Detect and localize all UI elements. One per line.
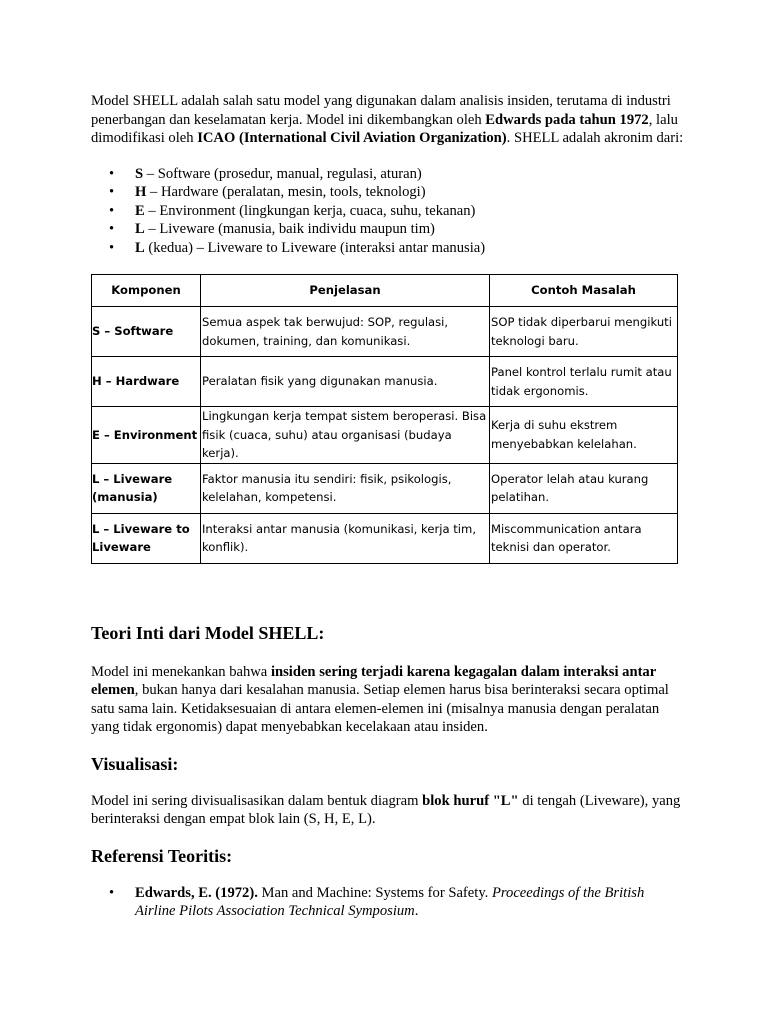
heading-visualisasi: Visualisasi: [91,753,179,774]
acronym-letter: E [135,202,145,219]
header-penjelasan: Penjelasan [201,275,490,307]
visualisasi-text-1: Model ini sering divisualisasikan dalam bentuk diagram [91,792,423,809]
header-contoh-masalah: Contoh Masalah [490,275,678,307]
teori-paragraph [91,663,686,737]
acronym-item [135,183,686,202]
table-row [92,357,678,407]
table-row [92,407,678,464]
cell-komponen: S – Software [92,307,201,357]
table-row [92,307,678,357]
cell-komponen: E – Environment [92,407,201,464]
acronym-item [135,202,686,221]
acronym-letter: H [135,184,147,200]
cell-komponen: H – Hardware [92,357,201,407]
cell-contoh: Kerja di suhu ekstrem menyebabkan kelelahan. [490,407,678,464]
acronym-text: – Software (prosedur, manual, regulasi, aturan) [143,165,422,182]
acronym-text: (kedua) – Liveware to Liveware (interaksi antar manusia) [144,239,486,256]
heading-teori: Teori Inti dari Model SHELL: [91,622,325,643]
teori-bold: insiden sering terjadi karena kegagalan dalam interaksi antar elemen [91,663,656,698]
acronym-text: – Environment (lingkungan kerja, cuaca, suhu, tekanan) [144,202,476,219]
acronym-letter: L [135,221,145,237]
reference-item [135,884,686,921]
cell-komponen: L – Liveware to Liveware [92,513,201,563]
acronym-text: – Liveware (manusia, baik individu maupun tim) [144,221,435,237]
acronym-item [135,220,686,239]
visualisasi-text-2: di tengah (Liveware), yang berinteraksi dengan empat blok lain (S, H, E, L). [91,792,681,827]
cell-penjelasan: Peralatan fisik yang digunakan manusia. [201,357,490,407]
table-header-row [92,275,678,307]
reference-title: Man and Machine: Systems for Safety. [257,884,492,901]
cell-contoh: Panel kontrol terlalu rumit atau tidak ergonomis. [490,357,678,407]
heading-referensi: Referensi Teoritis: [91,845,233,866]
reference-list [91,884,686,921]
visualisasi-paragraph [91,792,686,829]
table-row [92,513,678,563]
cell-penjelasan: Faktor manusia itu sendiri: fisik, psikologis, kelelahan, kompetensi. [201,463,490,513]
reference-source: Proceedings of the British Airline Pilots Association Technical Symposium [135,884,645,919]
intro-text-2: , lalu dimodifikasi oleh [91,111,678,146]
intro-bold-edwards: Edwards pada tahun 1972 [485,111,649,128]
acronym-text: – Hardware (peralatan, mesin, tools, teknologi) [146,184,426,200]
cell-penjelasan: Semua aspek tak berwujud: SOP, regulasi, dokumen, training, dan komunikasi. [201,307,490,357]
intro-text-1: Model SHELL adalah salah satu model yang digunakan dalam analisis insiden, terutama di industri penerbangan dan keselamatan kerja. Model ini dikembangkan oleh [91,93,671,128]
intro-text-3: . SHELL adalah akronim dari: [506,130,684,146]
document-page [91,92,686,921]
teori-text-1: Model ini menekankan bahwa [91,663,271,680]
cell-komponen: L – Liveware (manusia) [92,463,201,513]
reference-end: . [414,903,419,919]
reference-author: Edwards, E. (1972). [135,884,258,901]
intro-bold-icao: ICAO (International Civil Aviation Organization) [197,130,507,146]
table-row [92,463,678,513]
cell-penjelasan: Lingkungan kerja tempat sistem beroperasi. Bisa fisik (cuaca, suhu) atau organisasi (budaya kerja). [201,407,490,464]
shell-table [91,274,678,564]
teori-text-2: , bukan hanya dari kesalahan manusia. Setiap elemen harus bisa berinteraksi secara optimal satu sama lain. Ketidaksesuaian di antara elemen-elemen ini (misalnya manusia dengan peralatan yang tidak ergonomis) dapat menyebabkan kecelakaan atau insiden. [91,682,669,735]
acronym-item [135,165,686,184]
header-komponen: Komponen [92,275,201,307]
cell-penjelasan: Interaksi antar manusia (komunikasi, kerja tim, konflik). [201,513,490,563]
acronym-item [135,239,686,258]
cell-contoh: Miscommunication antara teknisi dan operator. [490,513,678,563]
acronym-letter: L [135,239,145,256]
visualisasi-bold: blok huruf "L" [422,792,519,809]
acronym-list [91,165,686,258]
cell-contoh: Operator lelah atau kurang pelatihan. [490,463,678,513]
acronym-letter: S [135,165,144,182]
intro-paragraph [91,92,686,148]
cell-contoh: SOP tidak diperbarui mengikuti teknologi baru. [490,307,678,357]
